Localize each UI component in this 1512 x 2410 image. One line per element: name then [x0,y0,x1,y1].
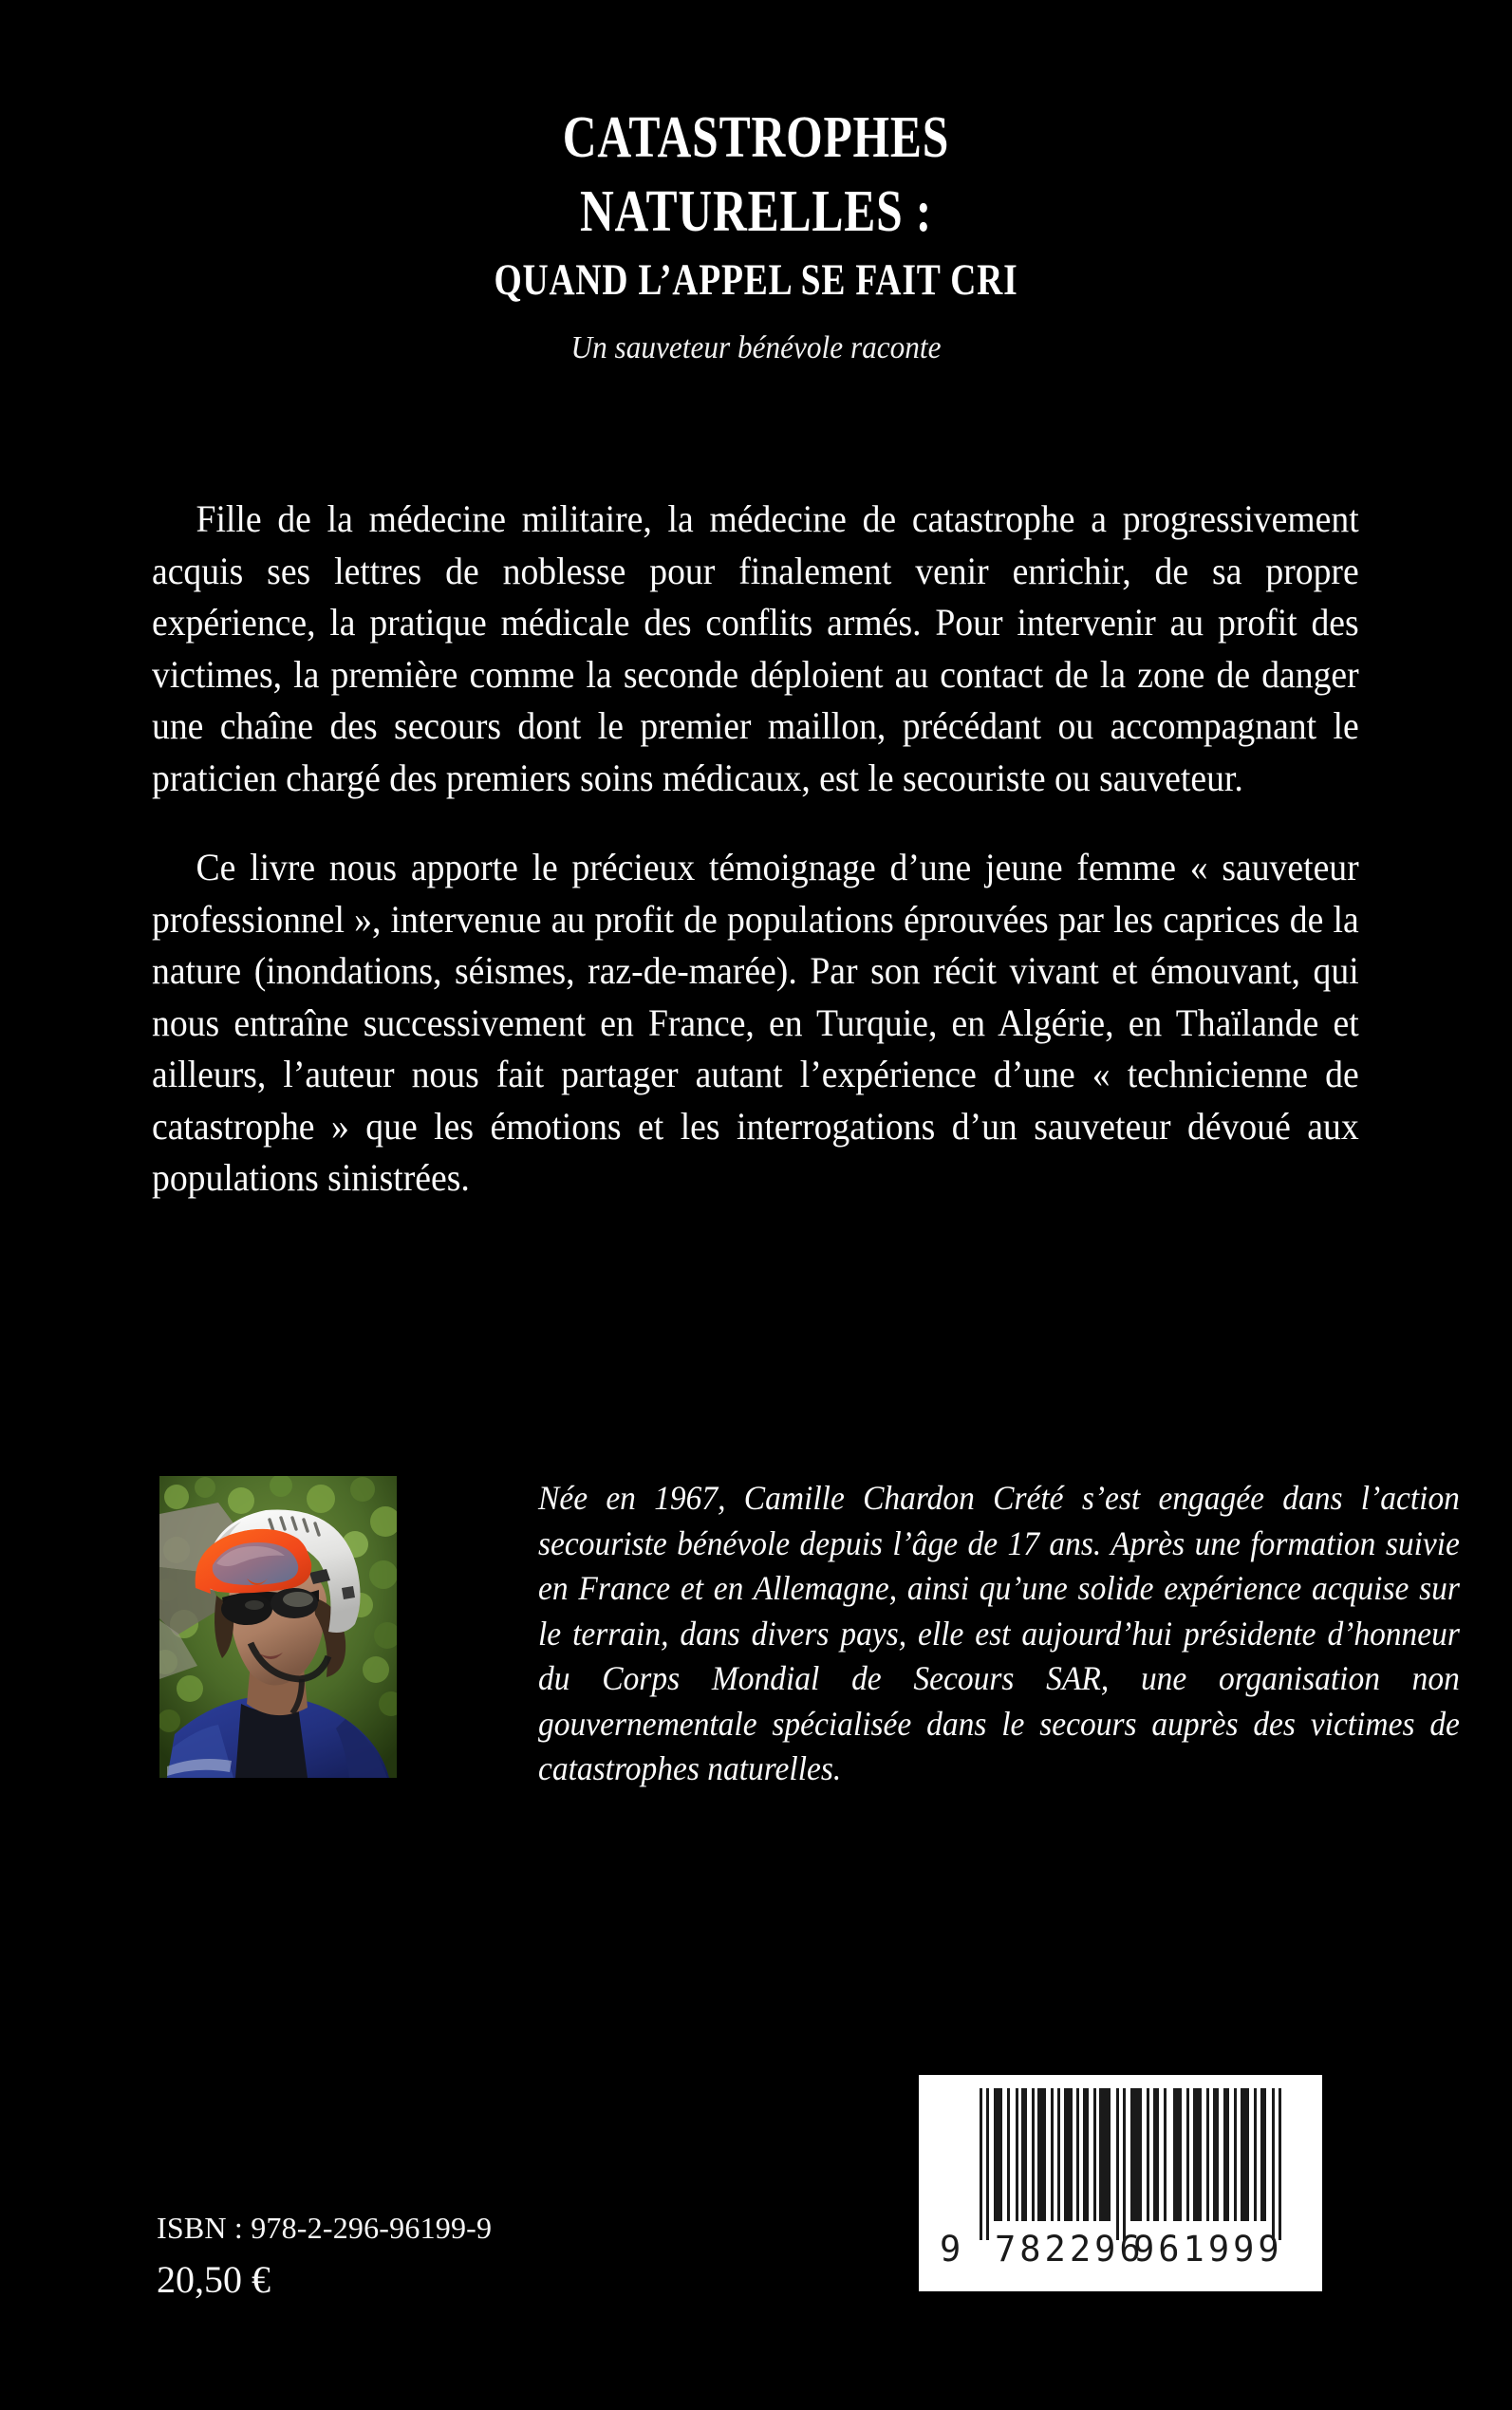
isbn-text: ISBN : 978-2-296-96199-9 [157,2211,493,2245]
footer-left [157,2207,492,2306]
author-bio: Née en 1967, Camille Chardon Crété s’est engagée dans l’action secouriste bénévole depuis l’âge de 17 ans. Après une formation suivie en France et en Allemagne, ainsi qu’une solide expérience acquise sur le terrain, dans divers pays, elle est aujourd’hui présidente d’honneur du Corps Mondial de Secours SAR, une organisation non gouvernementale spécialisée dans le secours auprès des victimes de catastrophes naturelles. [538,1479,1460,1787]
author-photo-illustration [159,1476,397,1778]
title-line-3: QUAND L’APPEL SE FAIT CRI [494,255,1018,305]
subtitle: Un sauveteur bénévole raconte [570,330,942,365]
barcode-right-digits: 961999 [1133,2229,1283,2270]
title-line-1: CATASTROPHES [562,105,950,170]
barcode-left-digits: 782296 [995,2229,1145,2270]
barcode [919,2075,1322,2291]
blurb-paragraph-2: Ce livre nous apporte le précieux témoignage d’une jeune femme « sauveteur professionnel », intervenue au profit de populations éprouvées par les caprices de la nature (inondations, séismes, raz-de-marée). Par son récit vivant et émouvant, qui nous entraîne successivement en France, en Turquie, en Algérie, en Thaïlande et ailleurs, l’auteur nous fait partager autant l’expérience d’une « technicienne de catastrophe » que les émotions et les interrogations d’un sauveteur dévoué aux populations sinistrées. [152,846,1359,1199]
blurb-paragraph-1: Fille de la médecine militaire, la médecine de catastrophe a progressivement acquis ses lettres de noblesse pour finalement venir enrichir, de sa propre expérience, la pratique médicale des conflits armés. Pour intervenir au profit des victimes, la première comme la seconde déploient au contact de la zone de danger une chaîne des secours dont le premier maillon, précédant ou accompagnant le praticien chargé des premiers soins médicaux, est le secouriste ou sauveteur. [152,497,1359,799]
title-block [0,103,1512,366]
author-photo [159,1476,397,1778]
barcode-leading-digit: 9 [940,2229,965,2270]
price-text: 20,50 € [157,2258,271,2301]
title-line-2: NATURELLES : [579,179,933,244]
barcode-svg [919,2075,1322,2291]
barcode-bars [980,2088,1281,2240]
blurb-block [152,494,1359,1205]
